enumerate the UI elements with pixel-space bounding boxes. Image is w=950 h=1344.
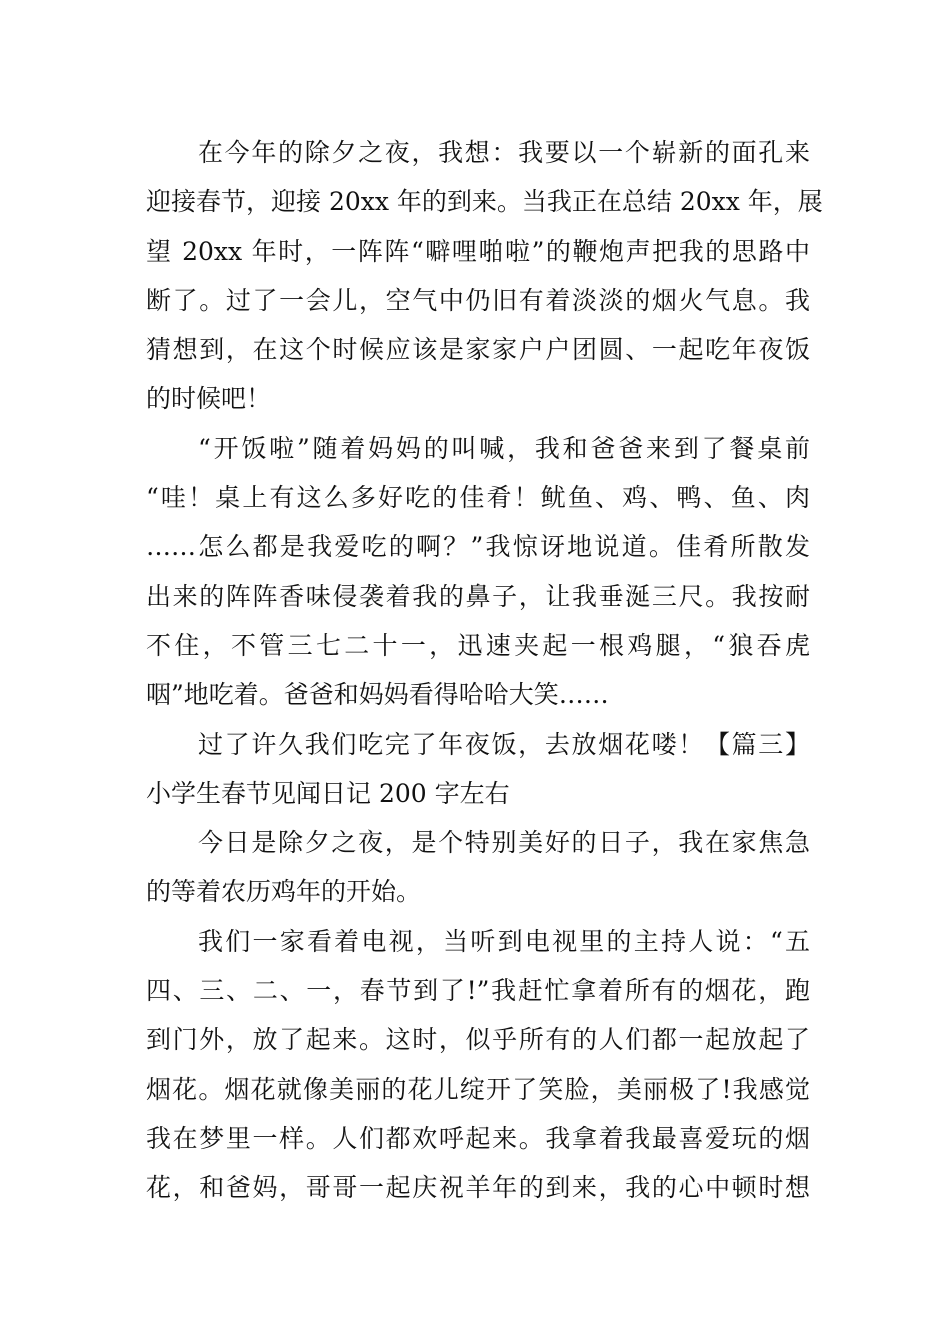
text-line: 过了许久我们吃完了年夜饭，去放烟花喽！【篇三】 [198, 729, 810, 759]
text-line: 的等着农历鸡年的开始。 [146, 877, 422, 907]
text-line: 的时候吧！ [146, 384, 272, 414]
text-line: 望 20xx 年时，一阵阵“噼哩啪啦”的鞭炮声把我的思路中 [146, 236, 810, 266]
text-line: 迎接春节，迎接 20xx 年的到来。当我正在总结 20xx 年，展 [146, 187, 823, 217]
text-line: 不住，不管三七二十一，迅速夹起一根鸡腿，“狼吞虎 [146, 630, 810, 660]
text-line: ……怎么都是我爱吃的啊？”我惊讶地说道。佳肴所散发 [146, 532, 810, 562]
text-line: 断了。过了一会儿，空气中仍旧有着淡淡的烟火气息。我 [146, 285, 810, 315]
text-line: 我们一家看着电视，当听到电视里的主持人说：“五 [198, 926, 810, 956]
document-body [146, 128, 823, 1213]
text-line: 花，和爸妈，哥哥一起庆祝羊年的到来，我的心中顿时想 [146, 1173, 810, 1203]
text-line: 到门外，放了起来。这时，似乎所有的人们都一起放起了 [146, 1025, 810, 1055]
text-line: “开饭啦”随着妈妈的叫喊，我和爸爸来到了餐桌前 [198, 433, 810, 463]
text-line: 出来的阵阵香味侵袭着我的鼻子，让我垂涎三尺。我按耐 [146, 581, 810, 611]
text-line: 今日是除夕之夜，是个特别美好的日子，我在家焦急 [198, 828, 810, 858]
text-line: 我在梦里一样。人们都欢呼起来。我拿着我最喜爱玩的烟 [146, 1123, 810, 1153]
text-line: 猜想到，在这个时候应该是家家户户团圆、一起吃年夜饭 [146, 335, 810, 365]
text-line: 小学生春节见闻日记 200 字左右 [146, 778, 510, 808]
text-line: 烟花。烟花就像美丽的花儿绽开了笑脸，美丽极了!我感觉 [146, 1074, 810, 1104]
text-line: “哇！桌上有这么多好吃的佳肴！鱿鱼、鸡、鸭、鱼、肉 [146, 483, 810, 513]
text-line: 四、三、二、一，春节到了!”我赶忙拿着所有的烟花，跑 [146, 976, 810, 1006]
text-line: 咽”地吃着。爸爸和妈妈看得哈哈大笑…… [146, 680, 609, 710]
text-line: 在今年的除夕之夜，我想：我要以一个崭新的面孔来 [198, 138, 810, 167]
